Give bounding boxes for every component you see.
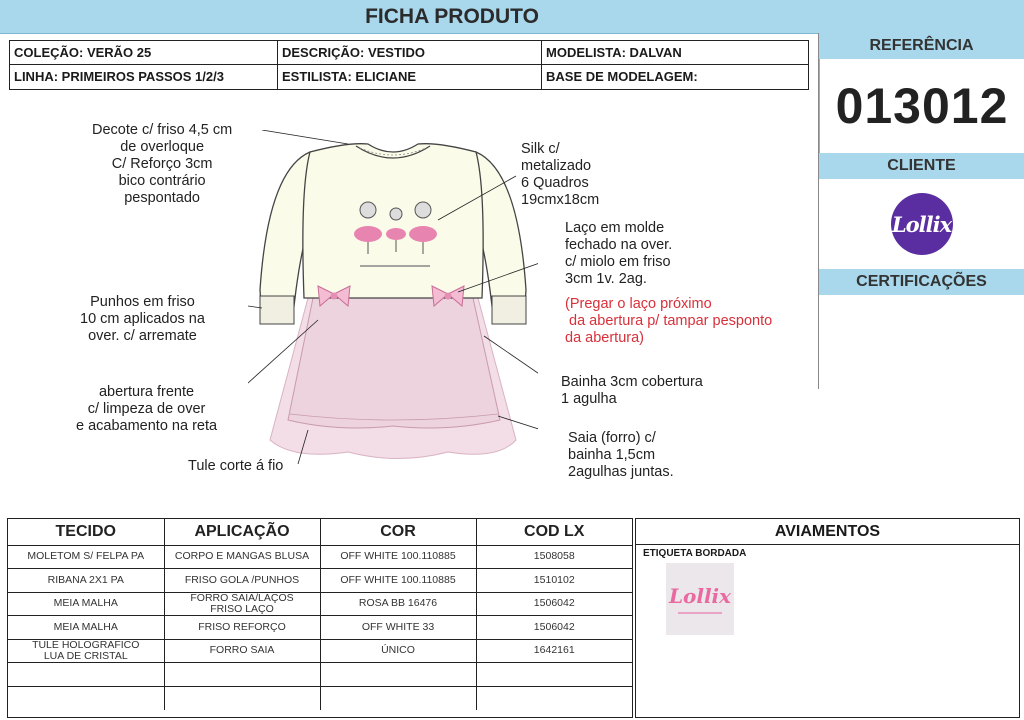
annotation-abertura: abertura frente c/ limpeza de over e acabamento na reta: [76, 384, 218, 434]
aviamentos-panel: [635, 518, 1020, 718]
table-cell: [476, 686, 632, 710]
table-cell: 1508058: [476, 545, 632, 569]
table-cell: OFF WHITE 100.110885: [320, 569, 476, 593]
label-logo: Lollix: [668, 584, 732, 608]
estilista-field: ESTILISTA: ELICIANE: [278, 65, 542, 89]
table-cell: [8, 663, 164, 687]
modelista-field: MODELISTA: DALVAN: [542, 41, 808, 65]
table-row: [8, 686, 632, 710]
annotation-saia: Saia (forro) c/ bainha 1,5cm 2agulhas juntas.: [568, 430, 674, 480]
right-cuff: [492, 296, 526, 324]
table-row: [8, 545, 632, 569]
annotation-laco-note: (Pregar o laço próximo da abertura p/ tampar pesponto da abertura): [565, 296, 773, 346]
table-cell: 1506042: [476, 592, 632, 616]
table-cell: 1642161: [476, 639, 632, 663]
descricao-field: DESCRIÇÃO: VESTIDO: [278, 41, 542, 65]
etiqueta-bordada-label: ETIQUETA BORDADA: [643, 548, 747, 559]
sidebar-panel: [818, 33, 1024, 389]
table-cell: [320, 663, 476, 687]
table-cell: [476, 663, 632, 687]
page-title: FICHA PRODUTO: [365, 5, 539, 28]
table-cell: ÚNICO: [320, 639, 476, 663]
bodice: [303, 144, 483, 298]
referencia-heading: REFERÊNCIA: [819, 33, 1024, 59]
table-cell: FRISO REFORÇO: [164, 616, 320, 640]
table-row: [8, 569, 632, 593]
annotation-punhos: Punhos em friso 10 cm aplicados na over. c/ arremate: [80, 294, 205, 344]
table-cell: MOLETOM S/ FELPA PA: [8, 545, 164, 569]
forro-skirt: [288, 298, 500, 428]
table-cell: 1506042: [476, 616, 632, 640]
table-cell: MEIA MALHA: [8, 616, 164, 640]
table-cell: FORRO SAIA: [164, 639, 320, 663]
annotation-decote: Decote c/ friso 4,5 cm de overloque C/ Reforço 3cm bico contrário pespontado: [92, 122, 233, 206]
cliente-logo-box: [819, 179, 1024, 269]
product-info-grid: [9, 40, 809, 90]
aviamentos-heading: AVIAMENTOS: [636, 519, 1019, 545]
linha-field: LINHA: PRIMEIROS PASSOS 1/2/3: [10, 65, 278, 89]
table-cell: 1510102: [476, 569, 632, 593]
table-row: [8, 592, 632, 616]
label-divider: [678, 612, 722, 614]
dress-technical-drawing: [248, 130, 538, 490]
table-row: [8, 639, 632, 663]
certificacoes-heading: CERTIFICAÇÕES: [819, 269, 1024, 295]
colecao-field: COLEÇÃO: VERÃO 25: [10, 41, 278, 65]
base-modelagem-field: BASE DE MODELAGEM:: [546, 69, 698, 84]
table-cell: CORPO E MANGAS BLUSA: [164, 545, 320, 569]
header-cor: COR: [320, 519, 476, 545]
header-cod-lx: COD LX: [476, 519, 632, 545]
table-cell: [320, 686, 476, 710]
cliente-heading: CLIENTE: [819, 153, 1024, 179]
table-cell: MEIA MALHA: [8, 592, 164, 616]
annotation-silk: Silk c/ metalizado 6 Quadros 19cmx18cm: [521, 141, 600, 208]
title-bar: [0, 0, 1024, 34]
embroidered-label-image: [666, 563, 734, 635]
table-cell: [164, 663, 320, 687]
header-tecido: TECIDO: [8, 519, 164, 545]
table-cell: OFF WHITE 33: [320, 616, 476, 640]
table-cell: OFF WHITE 100.110885: [320, 545, 476, 569]
table-row: [8, 616, 632, 640]
header-aplicacao: APLICAÇÃO: [164, 519, 320, 545]
table-cell: [8, 686, 164, 710]
table-row: [8, 663, 632, 687]
annotation-laco: Laço em molde fechado na over. c/ miolo em friso 3cm 1v. 2ag.: [565, 220, 673, 287]
materials-table: [7, 518, 633, 718]
table-cell: FRISO GOLA /PUNHOS: [164, 569, 320, 593]
annotation-tule: Tule corte á fio: [188, 458, 284, 474]
lollix-logo: Lollix: [891, 193, 953, 255]
table-cell: [164, 686, 320, 710]
table-cell: FORRO SAIA/LAÇOS FRISO LAÇO: [164, 592, 320, 616]
table-cell: RIBANA 2X1 PA: [8, 569, 164, 593]
table-cell: ROSA BB 16476: [320, 592, 476, 616]
annotation-bainha: Bainha 3cm cobertura 1 agulha: [561, 374, 703, 407]
left-cuff: [260, 296, 294, 324]
table-cell: TULE HOLOGRAFICO LUA DE CRISTAL: [8, 639, 164, 663]
referencia-value: 013012: [819, 59, 1024, 153]
